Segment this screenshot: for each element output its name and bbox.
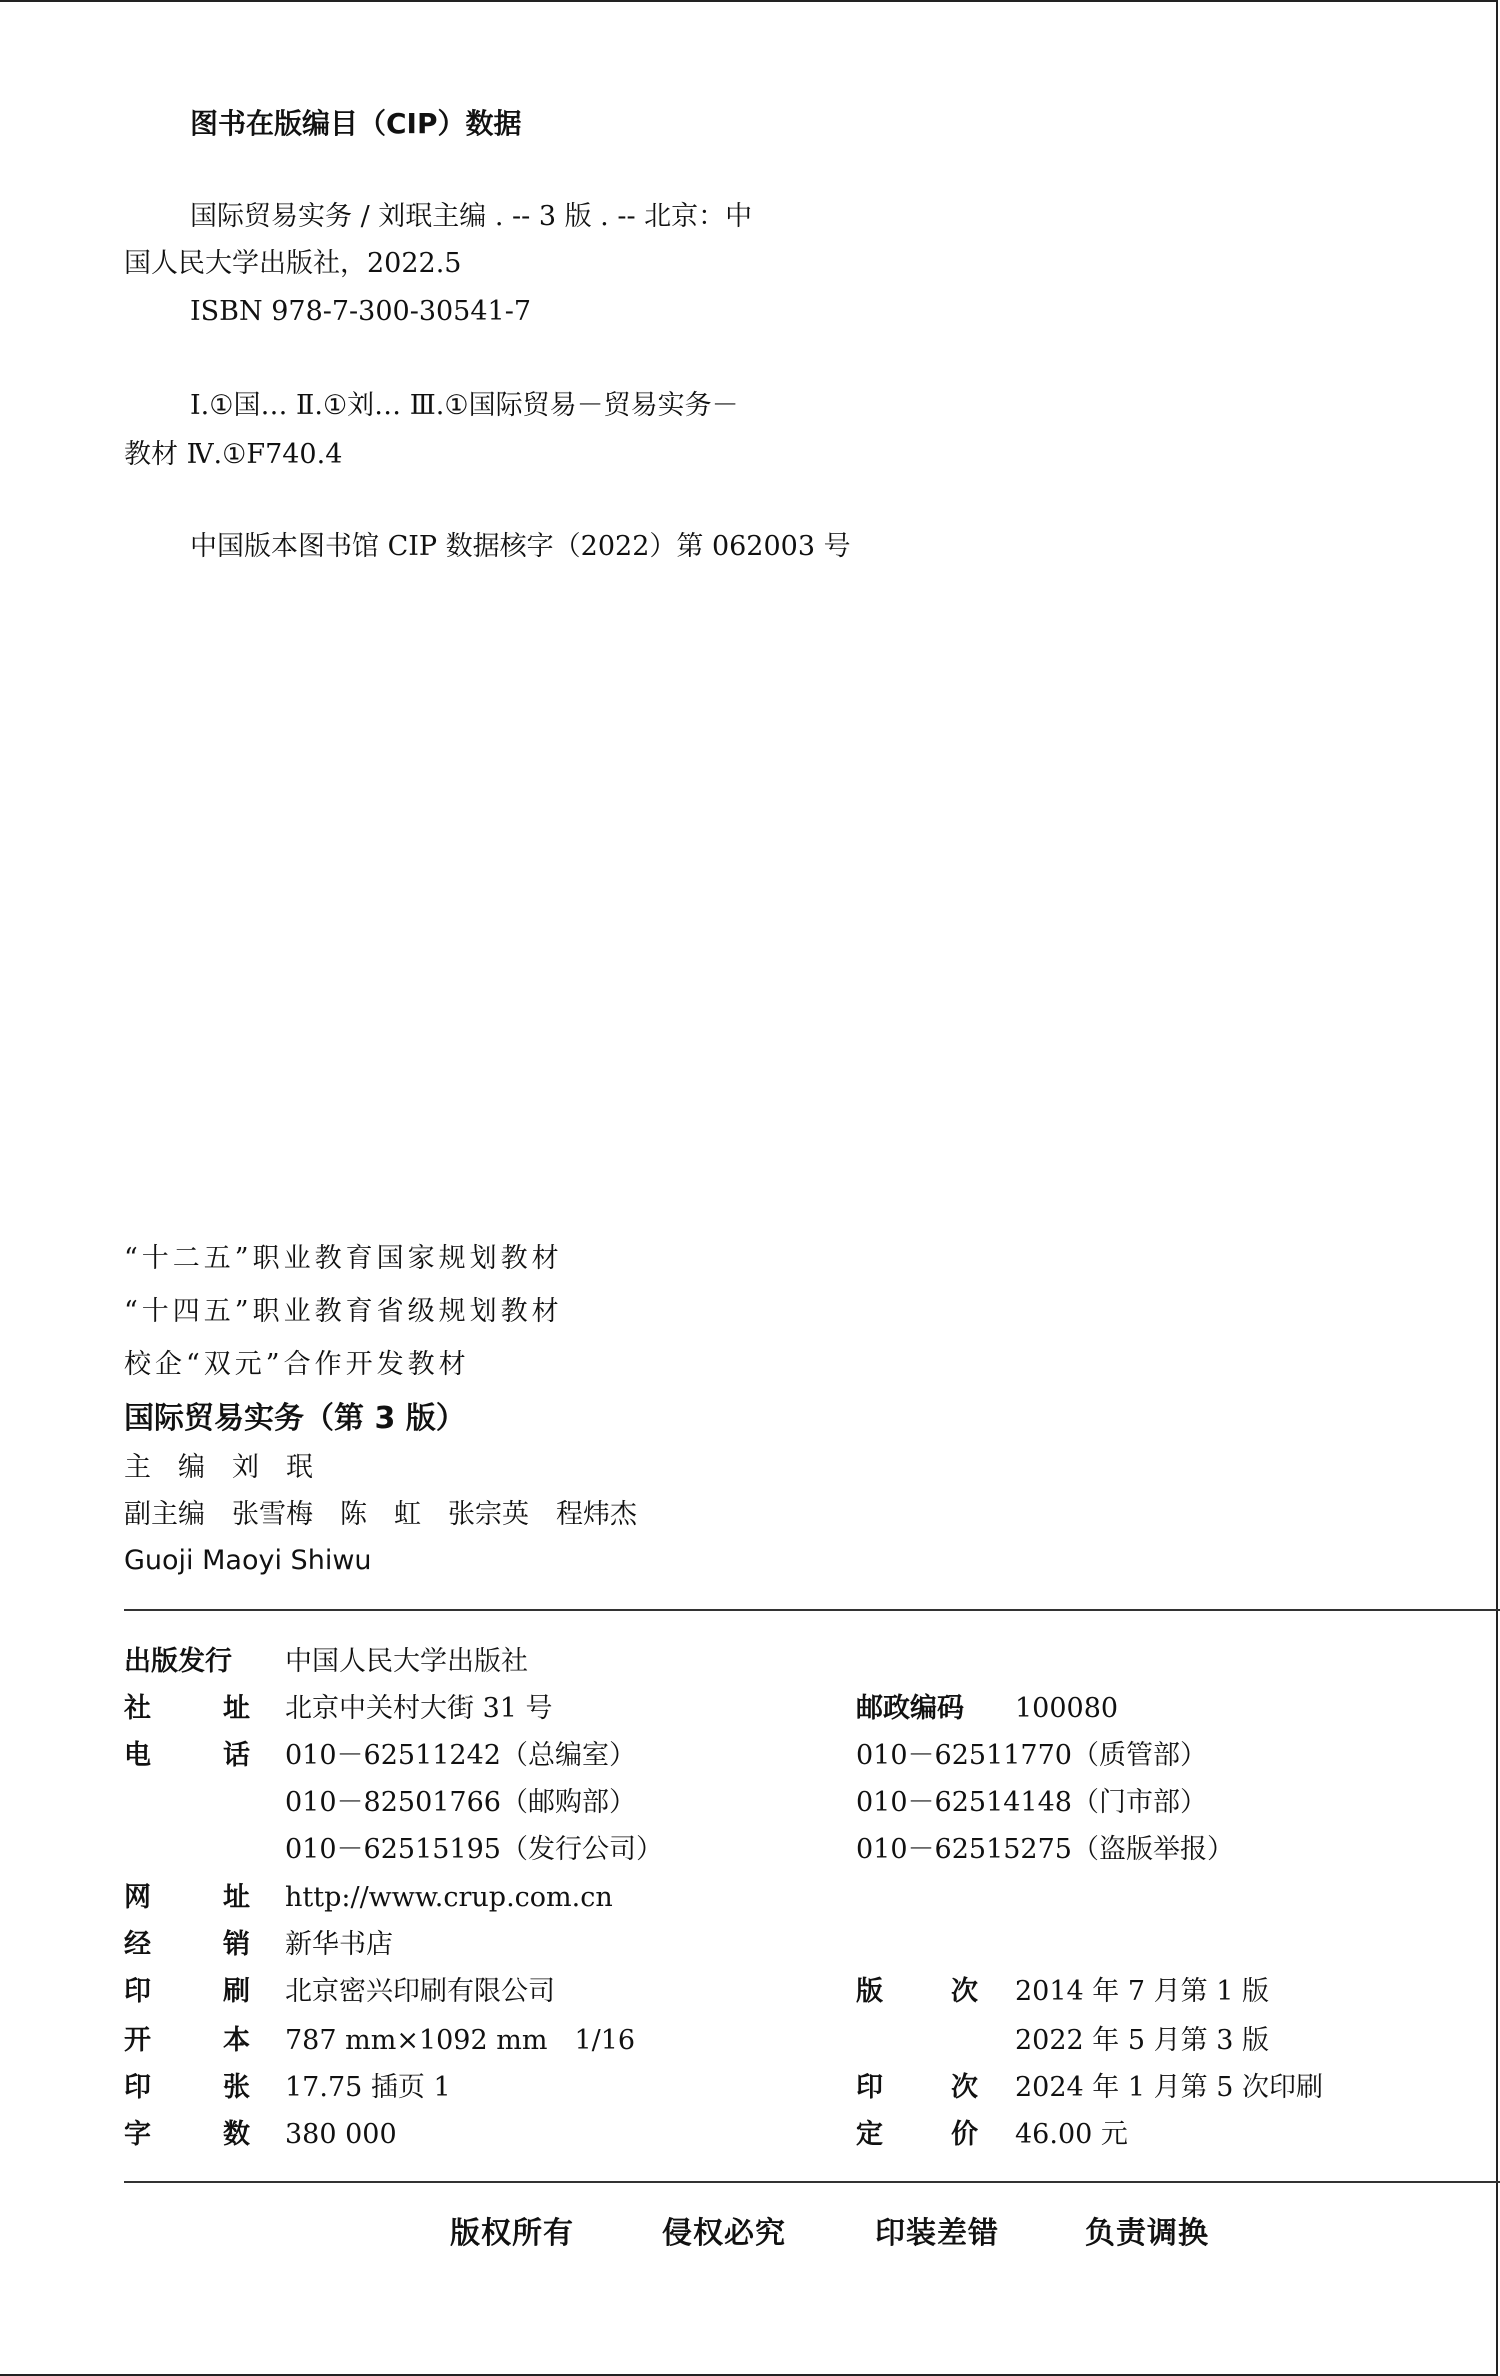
address-label-1: 社: [124, 1693, 151, 1724]
sheets: 17.75 插页 1: [285, 2072, 451, 2103]
website: http://www.crup.com.cn: [285, 1882, 613, 1913]
cip-line-2: 国人民大学出版社，2022.5: [124, 248, 462, 279]
impression: 2024 年 1 月第 5 次印刷: [1015, 2072, 1323, 2103]
printer: 北京密兴印刷有限公司: [285, 1976, 555, 2007]
phone-right-1: 010－62511770（质管部）: [856, 1740, 1207, 1771]
price-label-1: 定: [856, 2119, 883, 2150]
cip-record: 中国版本图书馆 CIP 数据核字（2022）第 062003 号: [190, 531, 851, 562]
sheets-label-1: 印: [124, 2072, 151, 2103]
pinyin-title: Guoji Maoyi Shiwu: [124, 1545, 372, 1576]
footer-notice-2: 侵权必究: [662, 2216, 786, 2251]
impression-label-1: 印: [856, 2072, 883, 2103]
book-title: 国际贸易实务（第 3 版）: [124, 1401, 466, 1436]
postcode-label: 邮政编码: [856, 1693, 964, 1724]
phone-left-1: 010－62511242（总编室）: [285, 1740, 636, 1771]
divider-bottom: [124, 2181, 1500, 2183]
series-2: “十四五”职业教育省级规划教材: [124, 1296, 563, 1327]
cip-class-2: 教材 Ⅳ.①F740.4: [124, 439, 343, 470]
words-label-2: 数: [223, 2119, 250, 2150]
dist-label-1: 经: [124, 1929, 151, 1960]
phone-left-2: 010－82501766（邮购部）: [285, 1787, 636, 1818]
price-label-2: 价: [951, 2119, 978, 2150]
edition-label-1: 版: [856, 1976, 883, 2007]
dist-label-2: 销: [223, 1929, 250, 1960]
phone-left-3: 010－62515195（发行公司）: [285, 1834, 663, 1865]
address-label-2: 址: [223, 1693, 250, 1724]
print-label-2: 刷: [223, 1976, 250, 2007]
footer-notice-4: 负责调换: [1085, 2216, 1209, 2251]
postcode: 100080: [1015, 1693, 1119, 1724]
web-label-2: 址: [223, 1882, 250, 1913]
phone-right-2: 010－62514148（门市部）: [856, 1787, 1207, 1818]
words-label-1: 字: [124, 2119, 151, 2150]
edition-1: 2014 年 7 月第 1 版: [1015, 1976, 1269, 2007]
cip-heading: 图书在版编目（CIP）数据: [190, 107, 522, 140]
series-3: 校企“双元”合作开发教材: [124, 1349, 470, 1380]
format: 787 mm×1092 mm 1/16: [285, 2025, 636, 2056]
print-label-1: 印: [124, 1976, 151, 2007]
divider-top: [124, 1609, 1500, 1611]
cip-class-1: Ⅰ.①国… Ⅱ.①刘… Ⅲ.①国际贸易－贸易实务－: [190, 390, 739, 421]
edition-label-2: 次: [951, 1976, 978, 2007]
word-count: 380 000: [285, 2119, 397, 2150]
edition-2: 2022 年 5 月第 3 版: [1015, 2025, 1269, 2056]
distributor: 新华书店: [285, 1929, 393, 1960]
phone-label-1: 电: [124, 1740, 151, 1771]
format-label-1: 开: [124, 2025, 151, 2056]
cip-line-1: 国际贸易实务 / 刘珉主编 . -- 3 版 . -- 北京：中: [190, 201, 753, 232]
chief-editor: 主 编 刘 珉: [124, 1452, 313, 1483]
footer-notice-3: 印装差错: [875, 2216, 999, 2251]
phone-right-3: 010－62515275（盗版举报）: [856, 1834, 1234, 1865]
web-label-1: 网: [124, 1882, 151, 1913]
address: 北京中关村大街 31 号: [285, 1693, 553, 1724]
publisher-label: 出版发行: [124, 1646, 232, 1677]
footer-notice-1: 版权所有: [450, 2216, 574, 2251]
price: 46.00 元: [1015, 2119, 1128, 2150]
cip-isbn: ISBN 978-7-300-30541-7: [190, 296, 532, 327]
phone-label-2: 话: [223, 1740, 250, 1771]
sheets-label-2: 张: [223, 2072, 250, 2103]
deputy-editors: 副主编 张雪梅 陈 虹 张宗英 程炜杰: [124, 1499, 637, 1530]
format-label-2: 本: [223, 2025, 250, 2056]
impression-label-2: 次: [951, 2072, 978, 2103]
series-1: “十二五”职业教育国家规划教材: [124, 1243, 563, 1274]
publisher: 中国人民大学出版社: [285, 1646, 528, 1677]
